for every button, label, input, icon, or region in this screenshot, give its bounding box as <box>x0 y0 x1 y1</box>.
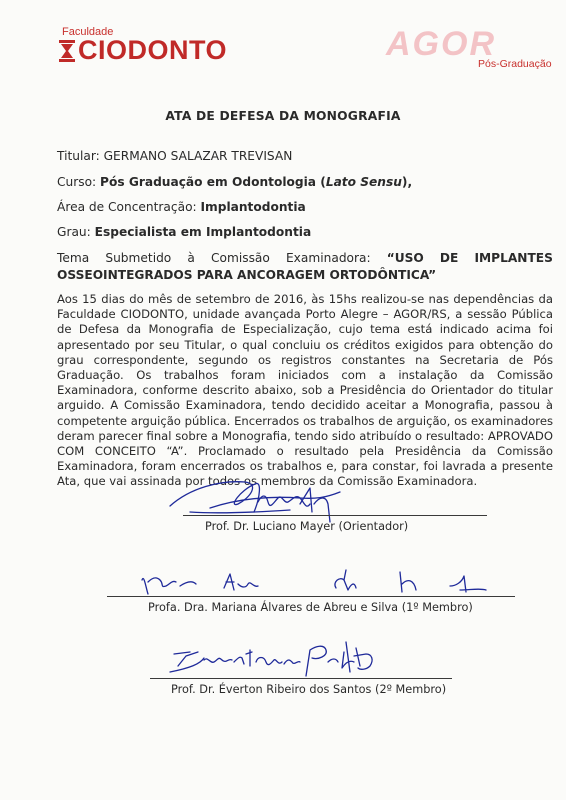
tema-word: Examinadora: <box>285 251 371 265</box>
area-value: Implantodontia <box>200 200 306 214</box>
logo-mark-icon <box>58 39 76 63</box>
agor-logo <box>386 26 556 74</box>
signature-line <box>183 515 487 516</box>
signature-label: Profa. Dra. Mariana Álvares de Abreu e Silva (1º Membro) <box>148 601 473 614</box>
tema-word: Submetido <box>105 251 172 265</box>
document-title: ATA DE DEFESA DA MONOGRAFIA <box>165 109 401 123</box>
grau-label: Grau: <box>57 225 91 239</box>
tema-word: Tema <box>57 251 90 265</box>
ciodonto-logo <box>58 26 258 70</box>
area-line <box>57 200 306 214</box>
signature-line <box>107 596 515 597</box>
signature-membro-2 <box>160 632 390 684</box>
logo-faculdade-text: Faculdade <box>62 26 114 38</box>
logo-agor-text: AGOR <box>386 25 496 63</box>
logo-posgraduacao-text: Pós-Graduação <box>478 58 552 70</box>
signature-membro-1 <box>130 566 500 600</box>
titular-line <box>57 149 292 163</box>
area-label: Área de Concentração: <box>57 200 197 214</box>
tema-word: “USO <box>386 251 424 265</box>
grau-value: Especialista em Implantodontia <box>94 225 312 239</box>
tema-word: DE <box>439 251 459 265</box>
signature-line <box>150 678 452 679</box>
signature-orientador <box>150 468 360 528</box>
grau-line <box>57 225 311 239</box>
curso-label: Curso: <box>57 175 97 189</box>
tema-word: à <box>187 251 195 265</box>
tema-word: IMPLANTES <box>474 251 553 265</box>
titular-value: GERMANO SALAZAR TREVISAN <box>103 149 293 163</box>
tema-block <box>57 250 553 284</box>
logo-ciodonto-text: CIODONTO <box>78 35 228 65</box>
tema-word: Comissão <box>211 251 270 265</box>
tema-line-1 <box>57 250 553 267</box>
curso-line <box>57 175 412 189</box>
titular-label: Titular: <box>57 149 100 163</box>
signature-label: Prof. Dr. Éverton Ribeiro dos Santos (2º Membro) <box>171 683 447 696</box>
signature-label: Prof. Dr. Luciano Mayer (Orientador) <box>205 520 409 533</box>
tema-line-2: OSSEOINTEGRADOS PARA ANCORAGEM ORTODÔNTICA” <box>57 268 437 282</box>
minutes-paragraph: Aos 15 dias do mês de setembro de 2016, às 15hs realizou-se nas dependências da Faculdade CIODONTO, unidade avançada Porto Alegre – AGOR/RS, a sessão Pública de Defesa da Monografia de Especialização, cujo tema está indicado acima foi apresentado por seu Titular, o qual concluiu os créditos exigidos para obtenção do grau correspondente, segundo os registros constantes na Secretaria de Pós Graduação. Os trabalhos foram iniciados com a instalação da Comissão Examinadora, conforme descrito abaixo, sob a Presidência do Orientador do titular arguido. A Comissão Examinadora, tendo decidido aceitar a Monografia, passou à competente arguição pública. Encerrados os trabalhos de arguição, os examinadores deram parecer final sobre a Monografia, tendo sido atribuído o resultado: APROVADO COM CONCEITO “A”. Proclamado o resultado pela Presidência da Comissão Examinadora, foram encerrados os trabalhos e, para constar, foi lavrada a presente Ata, que vai assinada por todos os membros da Comissão Examinadora. <box>57 292 553 489</box>
curso-value: Pós Graduação em Odontologia (Lato Sensu), <box>100 175 413 189</box>
curso-italic: Lato Sensu <box>325 175 402 189</box>
